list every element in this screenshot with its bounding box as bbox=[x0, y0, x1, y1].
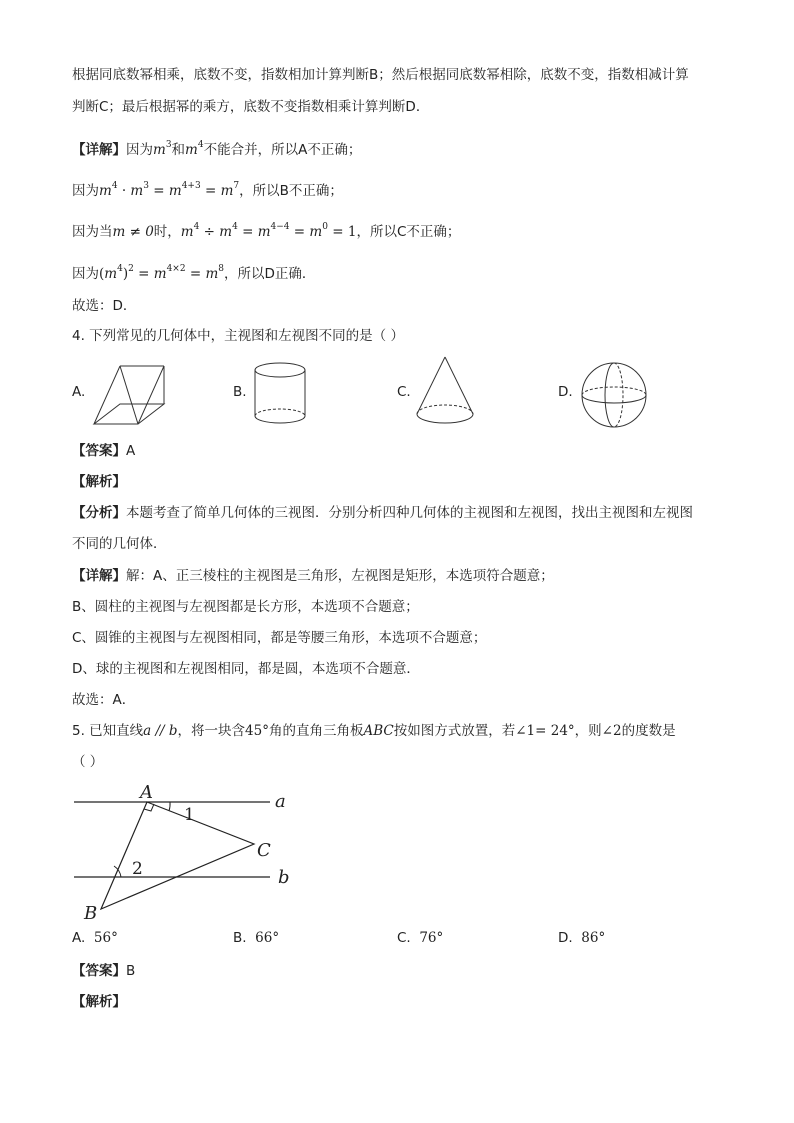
q4-detail-d: D、球的主视图和左视图相同，都是圆，本选项不合题意． bbox=[72, 661, 420, 677]
label-angle-2: 2 bbox=[132, 859, 143, 879]
label-point-b: B bbox=[84, 903, 98, 924]
label-line-a: a bbox=[275, 791, 286, 812]
q4-stem: 4. 下列常见的几何体中，主视图和左视图不同的是（ ） bbox=[72, 328, 404, 344]
q5-option-d: D. 86° bbox=[558, 930, 606, 946]
q3-detail-d: 因为$(m^4)^2 = m^{4\times 2} = m^8$，所以D正确． bbox=[72, 264, 316, 282]
q4-conclusion: 故选：A． bbox=[72, 692, 136, 708]
label-point-c: C bbox=[257, 840, 271, 861]
q3-conclusion: 故选：D． bbox=[72, 298, 137, 314]
q4-detail-a: 【详解】解：A、正三棱柱的主视图是三角形，左视图是矩形，本选项符合题意； bbox=[72, 568, 554, 584]
q4-detail-c: C、圆锥的主视图与左视图相同，都是等腰三角形，本选项不合题意； bbox=[72, 630, 487, 646]
sphere-figure bbox=[578, 360, 650, 432]
formula-c: $m^4 \div m^4 = m^{4-4} = m^0 = 1$ bbox=[180, 222, 357, 240]
label-point-a: A bbox=[140, 782, 153, 803]
q4-analysis-label: 【解析】 bbox=[72, 474, 126, 490]
q4-option-b-label: B. bbox=[233, 384, 247, 400]
q4-option-a-label: A. bbox=[72, 384, 86, 400]
q5-stem: 5. 已知直线a // b，将一块含45°角的直角三角板ABC按如图方式放置，若∠1= 24°，则∠2的度数是 bbox=[72, 723, 676, 739]
q5-option-c: C. 76° bbox=[397, 930, 444, 946]
detail-label: 【详解】 bbox=[72, 142, 126, 158]
q5-analysis-label: 【解析】 bbox=[72, 994, 126, 1010]
q5-answer: 【答案】B bbox=[72, 963, 136, 979]
label-angle-1: 1 bbox=[184, 805, 195, 825]
q3-detail-b: 因为$m^4 \cdot m^3 = m^{4+3} = m^7$，所以B不正确； bbox=[72, 181, 343, 199]
q4-detail-b: B、圆柱的主视图与左视图都是长方形，本选项不合题意； bbox=[72, 599, 419, 615]
cylinder-figure bbox=[252, 360, 308, 428]
q3-detail-a: 【详解】因为$m^3$和$m^4$不能合并，所以A不正确； bbox=[72, 140, 362, 158]
triangular-prism-figure bbox=[88, 360, 180, 428]
intro-line-2: 判断C；最后根据幂的乘方，底数不变指数相乘计算判断D． bbox=[72, 99, 430, 115]
q4-option-c-label: C. bbox=[397, 384, 411, 400]
cone-figure bbox=[413, 354, 477, 430]
q5-option-b: B. 66° bbox=[233, 930, 280, 946]
formula-d: $(m^4)^2 = m^{4\times 2} = m^8$ bbox=[99, 264, 225, 282]
q4-fenxi-1: 【分析】本题考查了简单几何体的三视图．分别分析四种几何体的主视图和左视图，找出主视图和左视图 bbox=[72, 505, 693, 521]
q4-fenxi-2: 不同的几何体． bbox=[72, 536, 167, 552]
q3-detail-c: 因为当m ≠ 0时，$m^4 \div m^4 = m^{4-4} = m^0 = 1$，所以C不正确； bbox=[72, 222, 461, 240]
label-line-b: b bbox=[278, 867, 290, 888]
q4-option-d-label: D. bbox=[558, 384, 573, 400]
formula-b: $m^4 \cdot m^3 = m^{4+3} = m^7$ bbox=[99, 181, 240, 199]
parallel-lines-triangle-figure bbox=[70, 778, 300, 924]
q5-option-a: A. 56° bbox=[72, 930, 118, 946]
q5-stem-paren: （ ） bbox=[72, 754, 104, 770]
triangle-abc bbox=[101, 802, 254, 909]
q4-answer: 【答案】A bbox=[72, 443, 136, 459]
intro-line-1: 根据同底数幂相乘，底数不变，指数相加计算判断B；然后根据同底数幂相除，底数不变，指数相减计算 bbox=[72, 67, 689, 83]
